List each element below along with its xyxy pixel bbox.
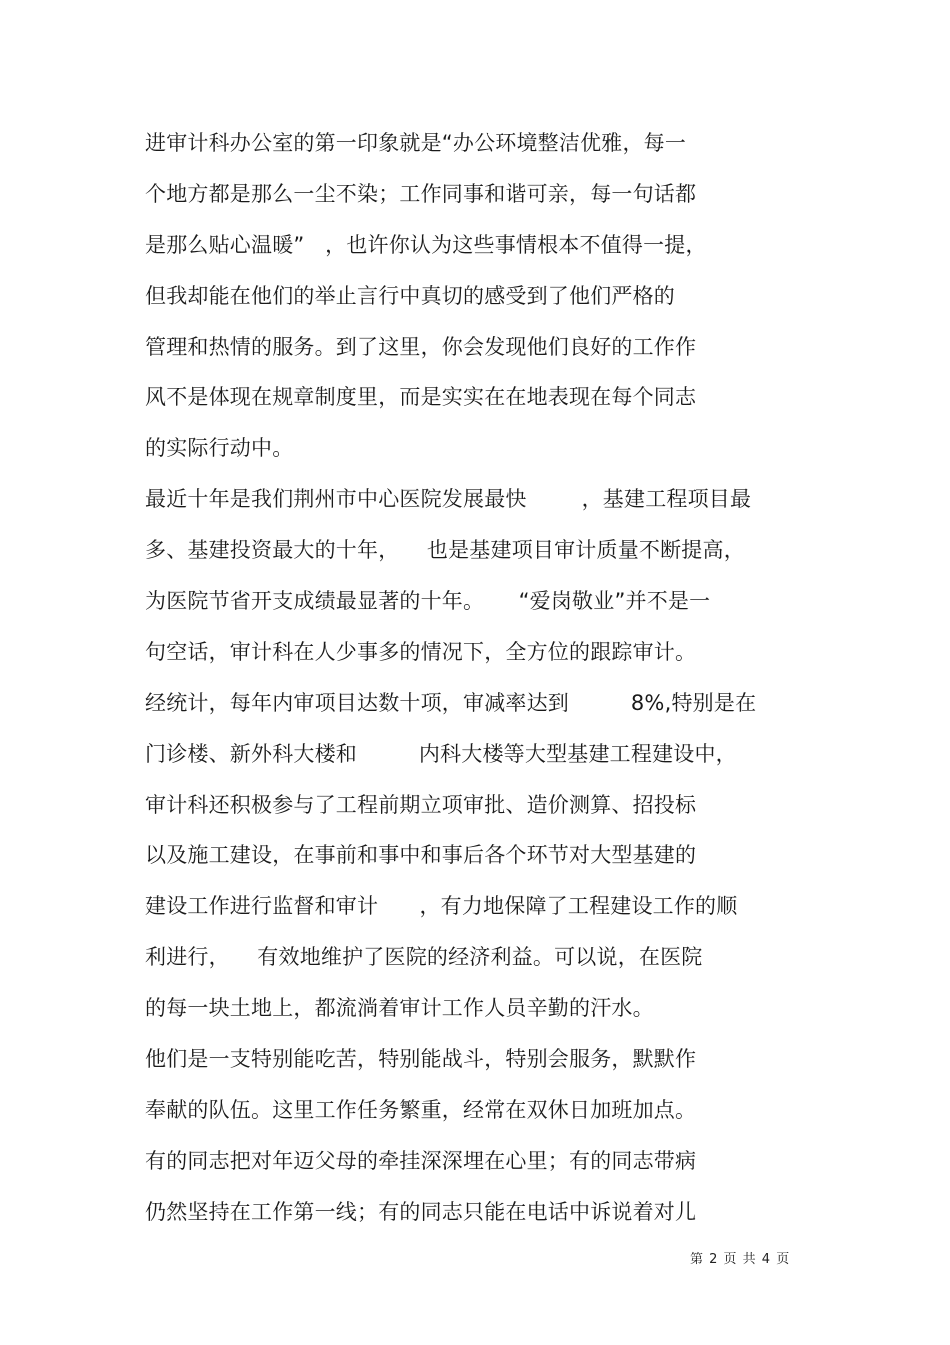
text-line: 个地方都是那么一尘不染；工作同事和谐可亲，每一句话都: [145, 181, 697, 206]
text-line: 但我却能在他们的举止言行中真切的感受到了他们严格的: [145, 283, 675, 308]
text-line: 他们是一支特别能吃苦，特别能战斗，特别会服务，默默作: [145, 1047, 697, 1072]
body-text: [145, 118, 835, 1238]
page-number-footer: 第 2 页 共 4 页: [690, 1252, 791, 1267]
text-line: 多、基建投资最大的十年， 也是基建项目审计质量不断提高，: [145, 538, 745, 563]
text-line: 风不是体现在规章制度里，而是实实在在地表现在每个同志: [145, 385, 697, 410]
text-line: 奉献的队伍。这里工作任务繁重，经常在双休日加班加点。: [145, 1097, 697, 1122]
text-line: 句空话，审计科在人少事多的情况下，全方位的跟踪审计。: [145, 639, 697, 664]
text-line: 是那么贴心温暖” ，也许你认为这些事情根本不值得一提，: [145, 232, 707, 257]
text-line: 为医院节省开支成绩最显著的十年。 “爱岗敬业”并不是一: [145, 589, 711, 614]
text-line: 进审计科办公室的第一印象就是“办公环境整洁优雅，每一: [145, 131, 687, 155]
text-line: 有的同志把对年迈父母的牵挂深深埋在心里；有的同志带病: [145, 1148, 697, 1173]
text-line: 经统计，每年内审项目达数十项，审减率达到 8%,特别是在: [145, 690, 757, 715]
text-line: 以及施工建设，在事前和事中和事后各个环节对大型基建的: [145, 843, 697, 868]
text-line: 最近十年是我们荆州市中心医院发展最快 ，基建工程项目最: [145, 487, 752, 512]
text-line: 门诊楼、新外科大楼和 内科大楼等大型基建工程建设中，: [145, 741, 737, 766]
text-line: 建设工作进行监督和审计 ，有力地保障了工程建设工作的顺: [145, 894, 738, 919]
text-line: 审计科还积极参与了工程前期立项审批、造价测算、招投标: [145, 792, 697, 817]
text-line: 利进行， 有效地维护了医院的经济利益。可以说，在医院: [145, 945, 703, 970]
text-line: 管理和热情的服务。到了这里，你会发现他们良好的工作作: [145, 334, 697, 359]
text-line: 的每一块土地上，都流淌着审计工作人员辛勤的汗水。: [145, 996, 654, 1021]
text-line: 的实际行动中。: [145, 436, 294, 461]
text-line: 仍然坚持在工作第一线；有的同志只能在电话中诉说着对儿: [145, 1199, 697, 1224]
